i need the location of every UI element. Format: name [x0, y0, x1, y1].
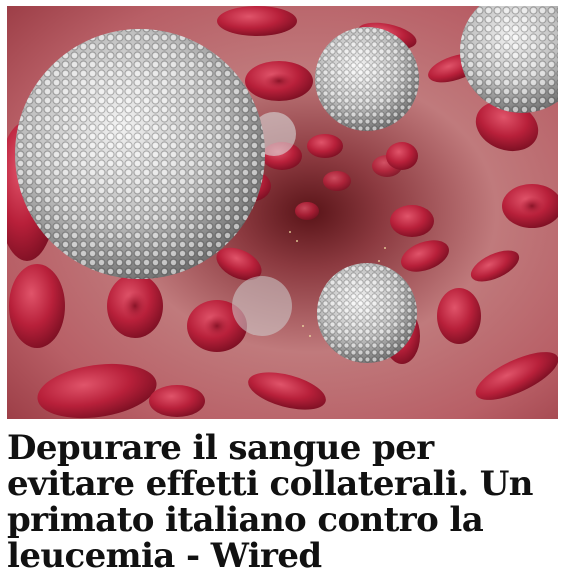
article-title[interactable]: Depurare il sangue per evitare effetti collaterali. Un primato italiano contro la leucemia - Wired: [7, 428, 533, 576]
article-image[interactable]: [7, 6, 558, 419]
blood-cells-illustration: [7, 6, 558, 419]
